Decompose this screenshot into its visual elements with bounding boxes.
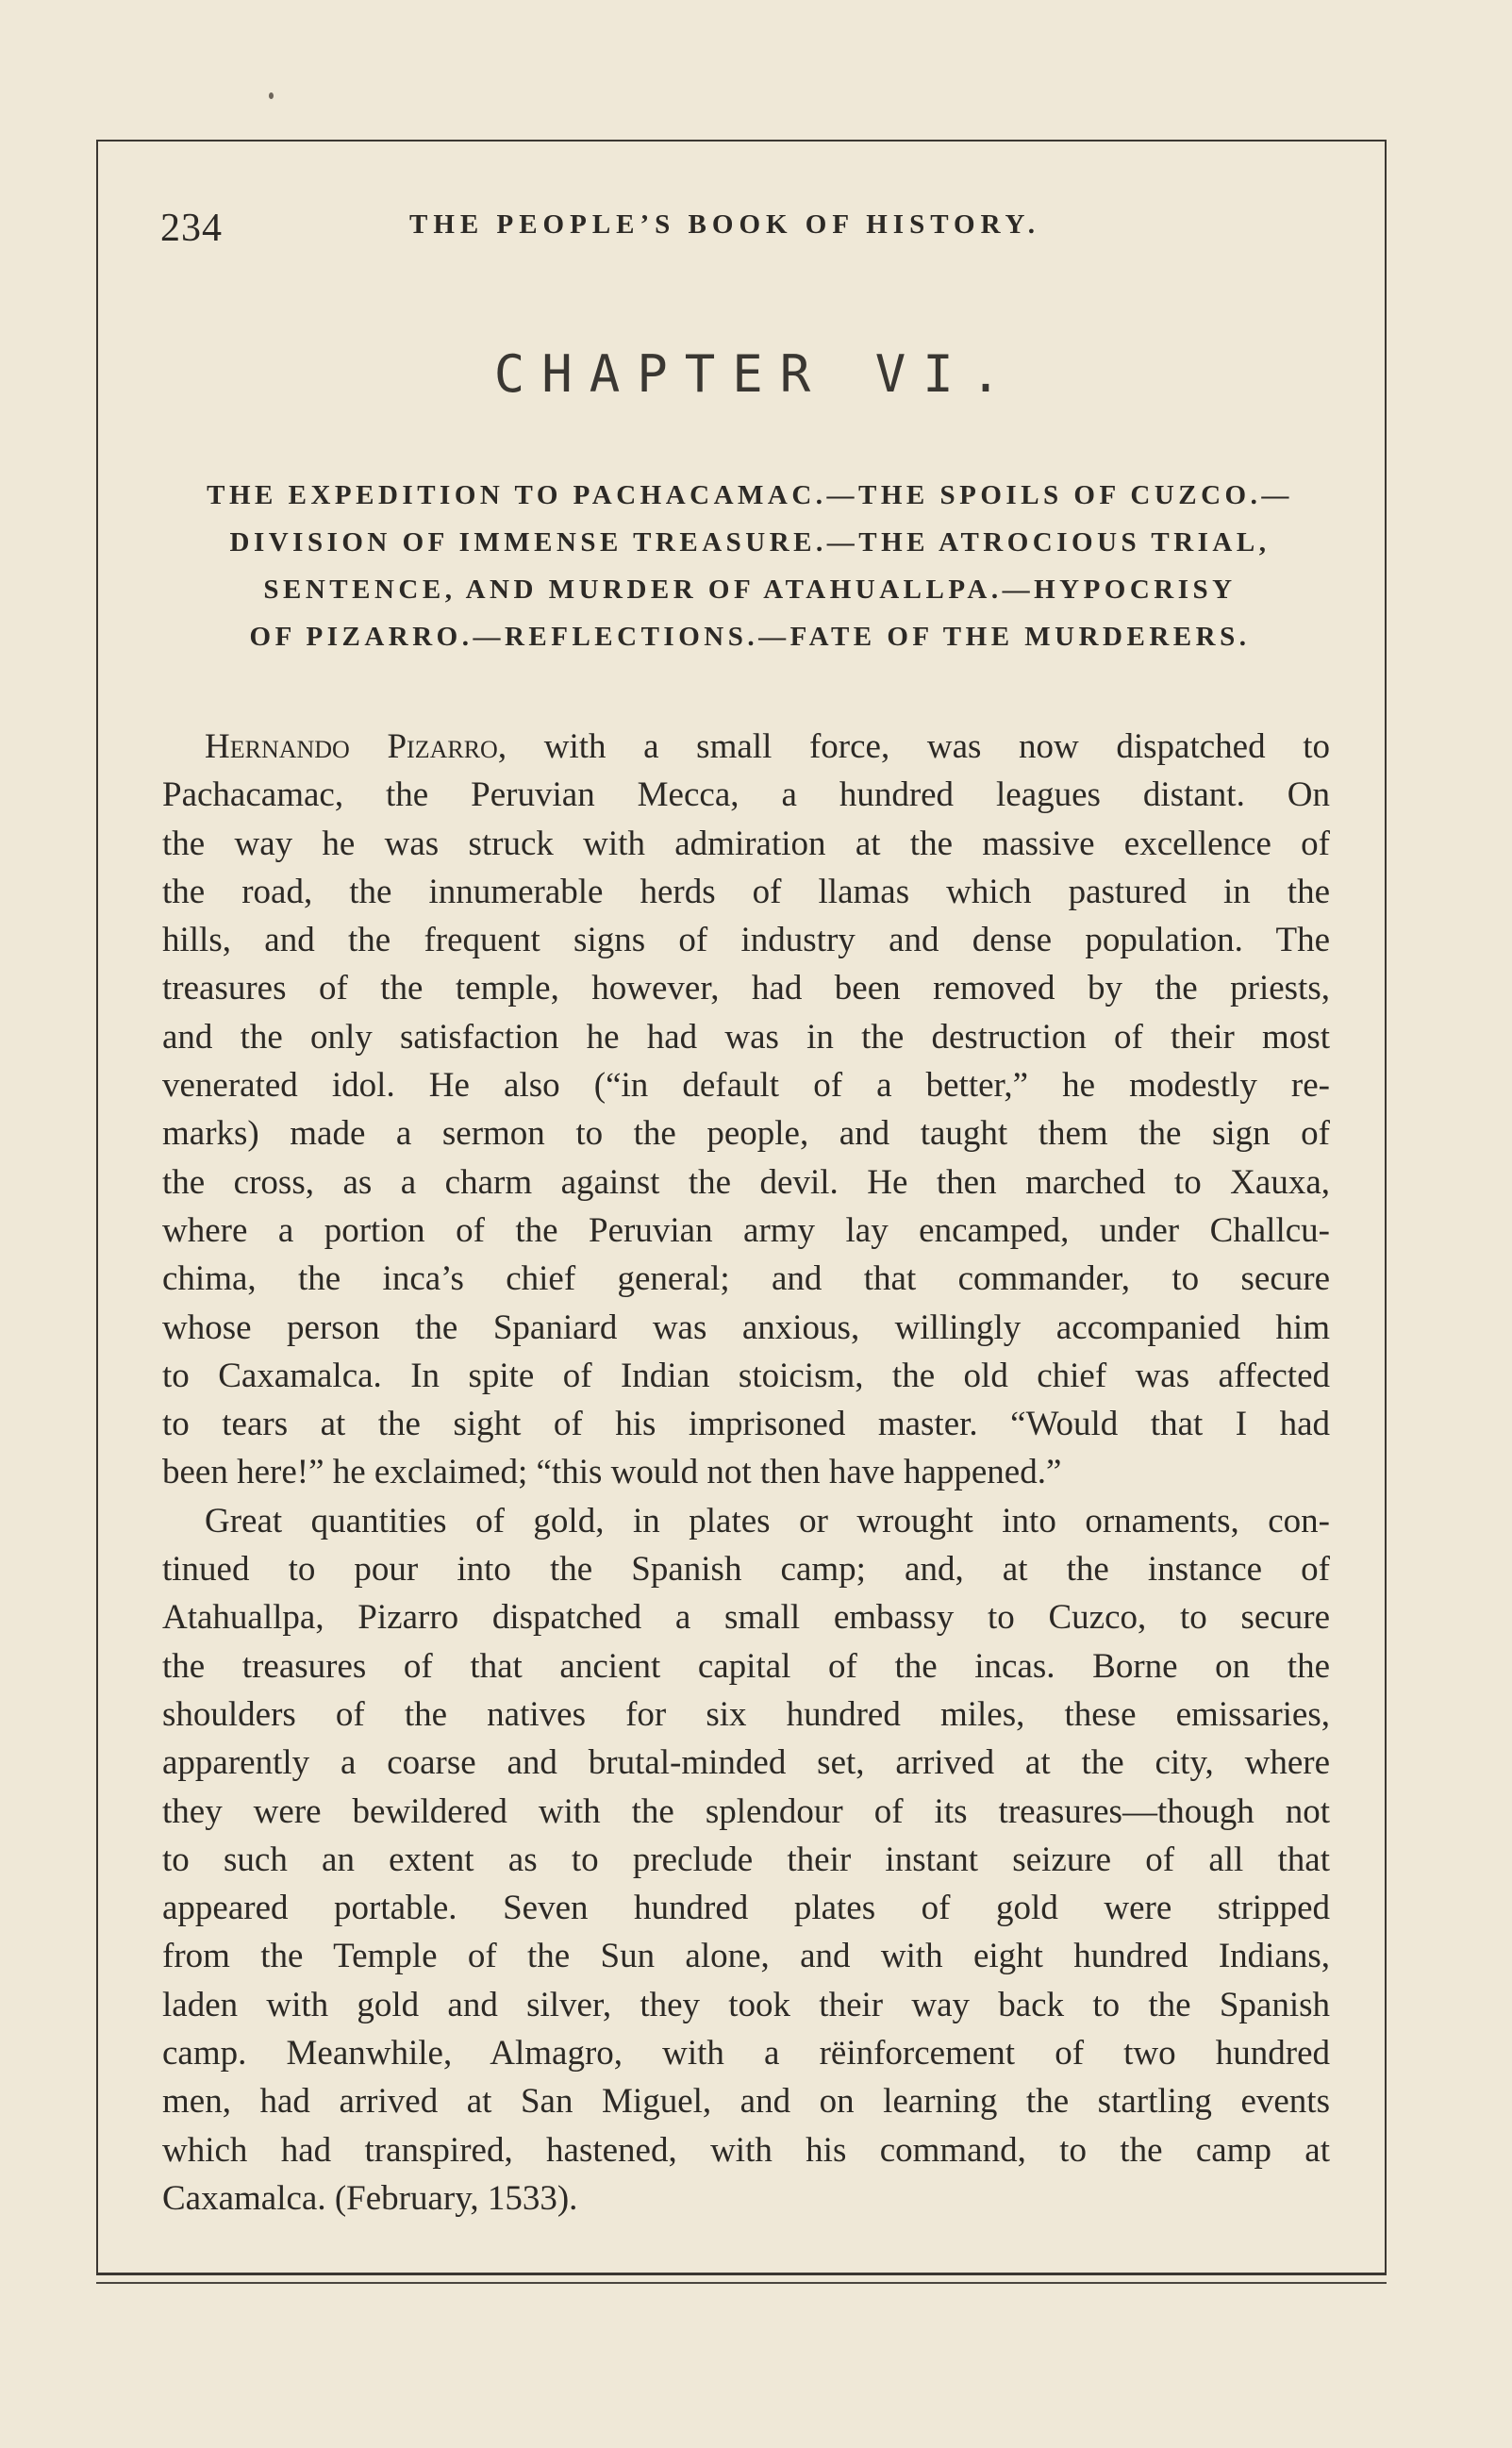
paragraph-1-line: to tears at the sight of his imprisoned master. “Would that I had xyxy=(162,1405,1330,1444)
paragraph-1-line: and the only satisfaction he had was in the destruction of their most xyxy=(162,1017,1330,1057)
paragraph-1-line xyxy=(162,723,1330,771)
paragraph-1-line: the road, the innumerable herds of llamas which pastured in the xyxy=(162,872,1330,911)
paragraph-1-line: been here!” he exclaimed; “this would not then have happened.” xyxy=(162,1453,1062,1492)
paragraph-1-line: whose person the Spaniard was anxious, willingly accompanied him xyxy=(162,1307,1330,1347)
paragraph-1-line: treasures of the temple, however, had been removed by the priests, xyxy=(162,969,1330,1008)
book-title: THE PEOPLE’S BOOK OF HISTORY. xyxy=(409,209,1041,240)
page-number: 234 xyxy=(160,207,223,250)
page-border-bottom-rule xyxy=(96,2282,1387,2284)
paragraph-1-line: chima, the inca’s chief general; and that commander, to secure xyxy=(162,1259,1330,1299)
line-text: with a small force, was now dispatched to xyxy=(543,727,1331,766)
paragraph-2-line: Atahuallpa, Pizarro dispatched a small embassy to Cuzco, to secure xyxy=(162,1598,1330,1638)
summary-line: SENTENCE, AND MURDER OF ATAHUALLPA.—HYPOCRISY xyxy=(263,575,1237,605)
paragraph-2-line: shoulders of the natives for six hundred miles, these emissaries, xyxy=(162,1694,1330,1734)
paragraph-2-line: Caxamalca. (February, 1533). xyxy=(162,2178,578,2218)
lead-word: Pizarro, xyxy=(387,727,507,766)
summary-line: OF PIZARRO.—REFLECTIONS.—FATE OF THE MURDERERS. xyxy=(249,622,1251,652)
paragraph-2-line: which had transpired, hastened, with his command, to the camp at xyxy=(162,2130,1330,2170)
paragraph-2-line: appeared portable. Seven hundred plates of gold were stripped xyxy=(162,1889,1330,1928)
paragraph-1-line: the cross, as a charm against the devil. He then marched to Xauxa, xyxy=(162,1162,1330,1202)
lead-word: Hernando xyxy=(205,727,350,766)
chapter-title: CHAPTER VI. xyxy=(493,344,1019,404)
paragraph-1-line: venerated idol. He also (“in default of a better,” he modestly re- xyxy=(162,1066,1330,1106)
paragraph-2-line: from the Temple of the Sun alone, and with eight hundred Indians, xyxy=(162,1937,1330,1976)
paragraph-2-line: they were bewildered with the splendour of its treasures—though not xyxy=(162,1791,1330,1831)
chapter-summary xyxy=(151,472,1349,660)
body-text xyxy=(162,723,1330,2223)
paragraph-1-line: the way he was struck with admiration at the massive excellence of xyxy=(162,824,1330,863)
paragraph-2-line: the treasures of that ancient capital of the incas. Borne on the xyxy=(162,1646,1330,1686)
paragraph-1-line: hills, and the frequent signs of industry and dense population. The xyxy=(162,921,1330,960)
paragraph-1-line: to Caxamalca. In spite of Indian stoicism, the old chief was affected xyxy=(162,1356,1330,1395)
paragraph-1-line: Pachacamac, the Peruvian Mecca, a hundred leagues distant. On xyxy=(162,775,1330,815)
paragraph-2-line: laden with gold and silver, they took their way back to the Spanish xyxy=(162,1985,1330,2024)
paragraph-1-line: marks) made a sermon to the people, and taught them the sign of xyxy=(162,1114,1330,1154)
paragraph-2-line: Great quantities of gold, in plates or wrought into ornaments, con- xyxy=(205,1501,1330,1540)
summary-line: DIVISION OF IMMENSE TREASURE.—THE ATROCIOUS TRIAL, xyxy=(229,527,1271,558)
paragraph-2-line: men, had arrived at San Miguel, and on learning the startling events xyxy=(162,2082,1330,2122)
paragraph-2-line: to such an extent as to preclude their instant seizure of all that xyxy=(162,1840,1330,1879)
ink-speck xyxy=(269,92,274,99)
summary-line: THE EXPEDITION TO PACHACAMAC.—THE SPOILS OF CUZCO.— xyxy=(207,480,1293,510)
running-header xyxy=(160,198,1330,255)
paragraph-1-line: where a portion of the Peruvian army lay encamped, under Challcu- xyxy=(162,1210,1330,1250)
paragraph-2-line: camp. Meanwhile, Almagro, with a rëinforcement of two hundred xyxy=(162,2034,1330,2073)
paragraph-2-line: tinued to pour into the Spanish camp; and, at the instance of xyxy=(162,1550,1330,1590)
paragraph-2-line: apparently a coarse and brutal-minded set, arrived at the city, where xyxy=(162,1743,1330,1783)
